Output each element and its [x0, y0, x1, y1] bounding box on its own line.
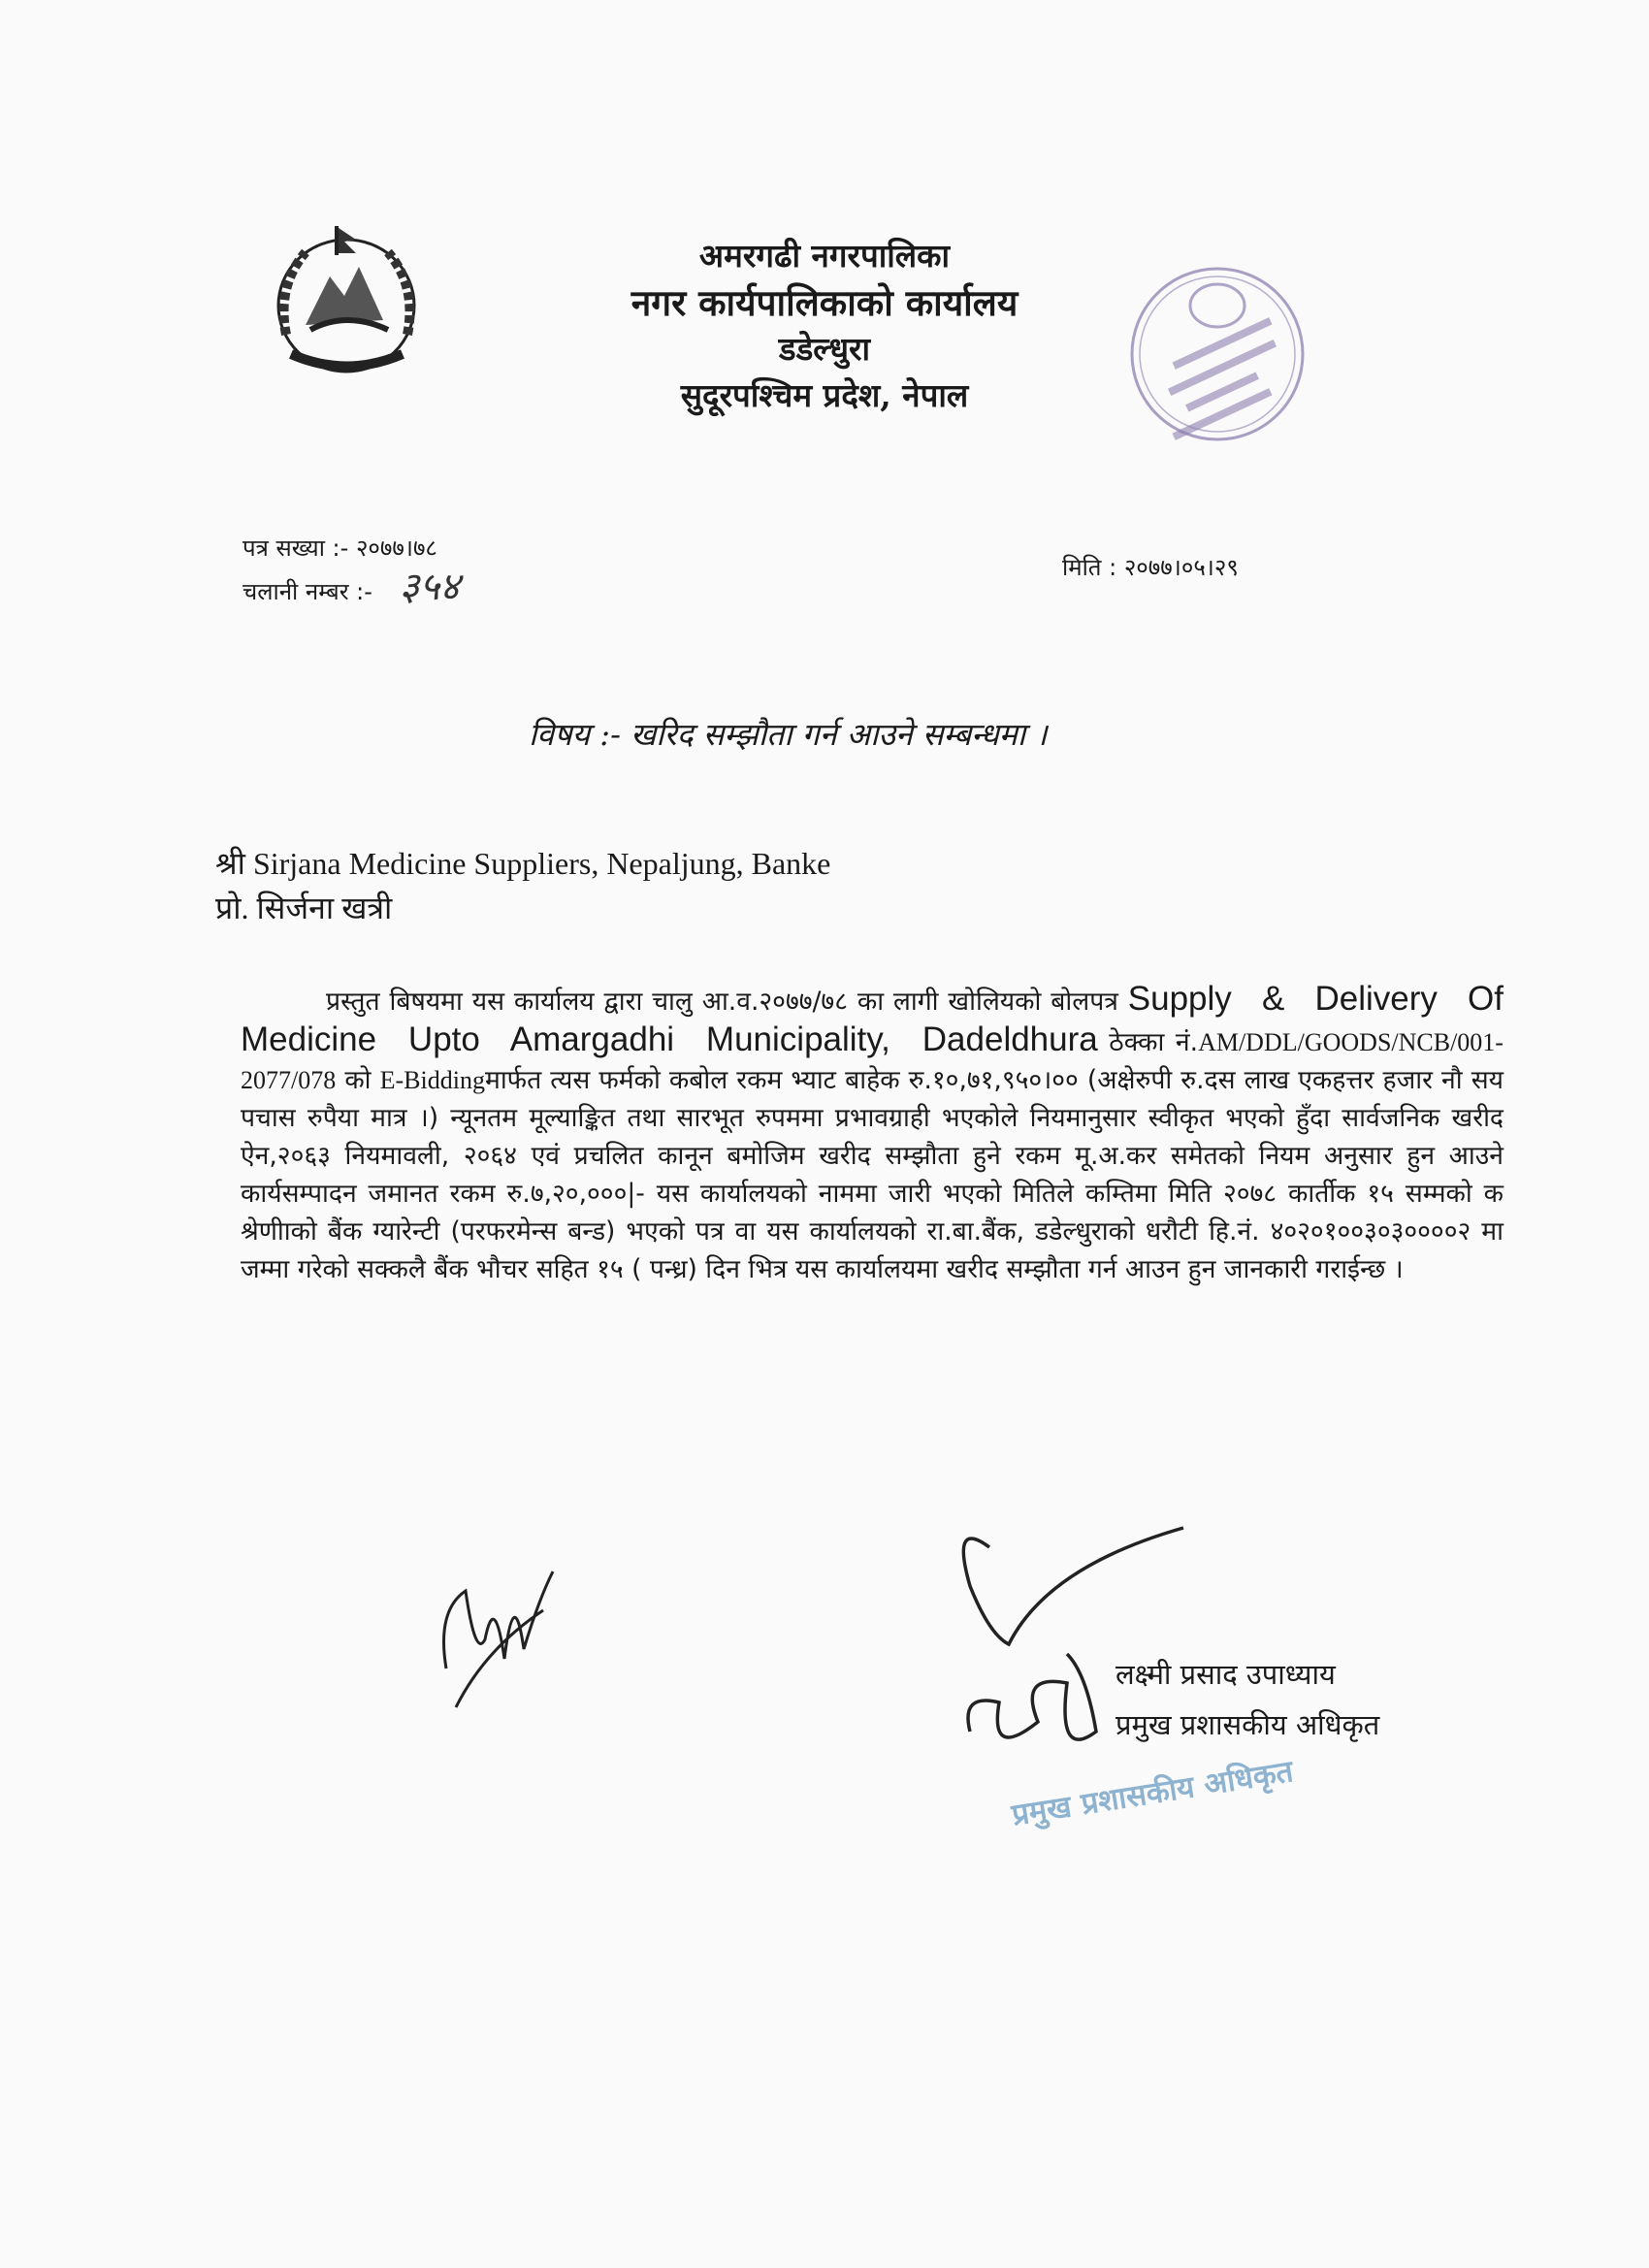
dispatch-number-label: चलानी नम्बर :- — [242, 578, 372, 605]
body-ko: को — [336, 1065, 380, 1095]
office-name: नगर कार्यपालिकाको कार्यालय — [630, 281, 1018, 324]
signatory-name: लक्ष्मी प्रसाद उपाध्याय — [1116, 1658, 1336, 1691]
province-name: सुदूरपश्चिम प्रदेश, नेपाल — [680, 376, 969, 414]
letter-number-label: पत्र सख्या :- — [242, 535, 349, 562]
letterhead — [582, 233, 1067, 419]
e-bidding-term: E-Bidding — [379, 1066, 485, 1094]
dispatch-number-row — [242, 567, 460, 611]
signatory-block — [1116, 1649, 1379, 1750]
designation-stamp: प्रमुख प्रशासकीय अधिकृत — [1009, 1754, 1296, 1833]
subject-line: विषय :- खरिद सम्झौता गर्न आउने सम्बन्धमा । — [529, 716, 1048, 753]
date-label: मिति : — [1062, 554, 1117, 581]
letter-number: २०७७।७८ — [355, 535, 437, 562]
dispatch-number: ३५४ — [399, 565, 460, 609]
date-value: २०७७।०५।२९ — [1123, 554, 1239, 581]
nepal-emblem-icon — [257, 218, 436, 383]
reference-block — [242, 529, 460, 611]
letter-body — [241, 980, 1504, 1288]
project-name: Supply & Delivery Of Medicine Upto Amargadhi Municipality, Dadeldhura — [241, 980, 1504, 1058]
district-name: डडेल्धुरा — [778, 330, 871, 368]
date-row — [1062, 551, 1239, 583]
initials-signature — [427, 1552, 563, 1717]
addressee-block — [215, 841, 830, 930]
office-seal-icon — [1116, 257, 1324, 451]
body-main: मार्फत त्यस फर्मको कबोल रकम भ्याट बाहेक रु.१०,७१,९५०।०० (अक्षेरुपी रु.दस लाख एकहत्तर हजार नौ सय पचास रुपैया मात्र ।) न्यूनतम मूल्याङ्कित तथा सारभूत रुपममा प्रभावग्राही भएकोले नियमानुसार स्वीकृत भएको हुँदा सार्वजनिक खरीद ऐन,२०६३ नियमावली, २०६४ एवं प्रचलित कानून बमोजिम खरीद सम्झौता हुने रकम मू.अ.कर समेतको नियम अनुसार हुन आउने कार्यसम्पादन जमानत रकम रु.७,२०,०००|- यस कार्यालयको नाममा जारी भएको मितिले कम्तिमा मिति २०७८ कार्तीक १५ सम्मको क श्रेणीाको बैंक ग्यारेन्टी (परफरमेन्स बन्ड) भएको पत्र वा यस कार्यालयको रा.बा.बैंक, डडेल्धुराको धरौटी हि.नं. ४०२०१००३०३००००२ मा जम्मा गरेको सक्कलै बैंक भौचर सहित १५ ( पन्ध्र) दिन भित्र यस कार्यालयमा खरीद सम्झौता गर्न आउन हुन जानकारी गराईन्छ । — [241, 1065, 1504, 1284]
signatory-title: प्रमुख प्रशासकीय अधिकृत — [1116, 1708, 1380, 1741]
municipality-name: अमरगढी नगरपालिका — [698, 237, 951, 275]
letter-number-row — [242, 529, 460, 567]
addressee-firm: श्री Sirjana Medicine Suppliers, Nepaljung, Banke — [215, 846, 831, 881]
addressee-proprietor: प्रो. सिर्जना खत्री — [215, 891, 393, 925]
body-intro: प्रस्तुत बिषयमा यस कार्यालय द्वारा चालु आ.व.२०७७/७८ का लागी खोलियको बोलपत्र — [326, 987, 1118, 1017]
body-contract-label: ठेक्का नं. — [1097, 1027, 1199, 1057]
contract-number: AM/DDL/GOODS/NCB/001-2077/078 — [241, 1028, 1504, 1094]
